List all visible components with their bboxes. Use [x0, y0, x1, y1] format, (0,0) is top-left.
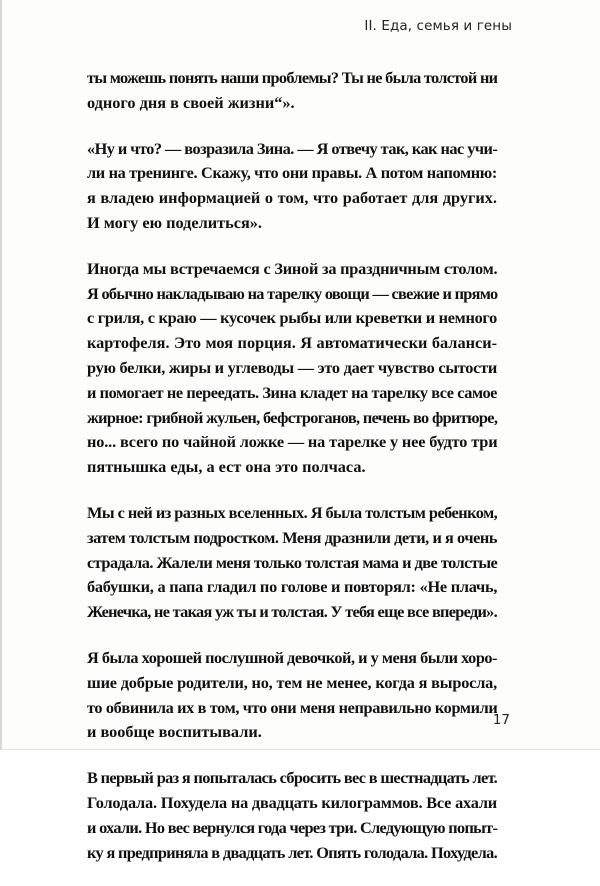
text-line: страдала. Жалели меня только толстая мама и две толстые	[87, 552, 498, 572]
text-line: и помогает не переедать. Зина кладет на тарелку все самое	[87, 382, 497, 402]
paragraph-5	[87, 646, 497, 745]
text-line: Голодала. Похудела на двадцать килограммов. Все ахали	[87, 792, 497, 812]
text-line: ку я предприняла в двадцать лет. Опять голодала. Похудела.	[87, 842, 497, 862]
text-line: то обвинила их в том, что они меня неправильно кормили	[87, 697, 498, 717]
text-line: рую белки, жиры и углеводы — это дает чувство сытости	[87, 357, 497, 377]
text-line: В первый раз я попыталась сбросить вес в шестнадцать лет.	[87, 768, 498, 788]
text-line: Женечка, не такая уж ты и толстая. У тебя еще все впереди».	[87, 602, 497, 622]
paragraph-4	[87, 501, 497, 625]
text-line: Мы с ней из разных вселенных. Я была толстым ребенком,	[87, 502, 498, 522]
text-line: одного дня в своей жизни“».	[87, 92, 295, 112]
text-line: И могу ею поделиться».	[87, 212, 262, 232]
paragraph-1	[87, 66, 497, 116]
text-line: пятнышка еды, а ест она это полчаса.	[87, 457, 366, 477]
text-line: с гриля, с краю — кусочек рыбы или креветки и немного	[87, 308, 497, 328]
running-header: II. Еда, семья и гены	[364, 18, 512, 34]
page-number: 17	[492, 712, 510, 728]
text-line: Я обычно накладываю на тарелку овощи — свежие и прямо	[87, 283, 498, 303]
text-line: Я была хорошей послушной девочкой, и у меня были хоро-	[87, 647, 497, 667]
text-line: «Ну и что? — возразила Зина. — Я отвечу так, как нас учи-	[87, 138, 498, 158]
text-line: и охали. Но вес вернулся года через три. Следующую попыт-	[87, 817, 498, 837]
text-line: шие добрые родители, но, тем не менее, когда я выросла,	[87, 672, 497, 692]
text-line: Иногда мы встречаемся с Зиной за праздничным столом.	[87, 258, 498, 278]
text-line: бабушки, а папа гладил по голове и повторял: «Не плачь,	[87, 577, 498, 597]
text-line: ты можешь понять наши проблемы? Ты не была толстой ни	[87, 68, 498, 87]
text-line: затем толстым подростком. Меня дразнили дети, и я очень	[87, 527, 497, 547]
paragraph-3	[87, 257, 497, 480]
text-line: картофеля. Это моя порция. Я автоматически баланси-	[87, 333, 497, 353]
body-text	[87, 66, 497, 886]
paragraph-2	[87, 137, 497, 236]
paragraph-6	[87, 766, 497, 865]
text-line: я владею информацией о том, что работает для других.	[87, 188, 497, 208]
text-line: но... всего по чайной ложке — на тарелке у нее будто три	[87, 432, 498, 452]
text-line: и вообще воспитывали.	[87, 722, 262, 742]
text-line: ли на тренинге. Скажу, что они правы. А потом напомню:	[87, 163, 497, 183]
text-line: жирное: грибной жульен, бефстроганов, печень во фритюре,	[87, 407, 498, 427]
